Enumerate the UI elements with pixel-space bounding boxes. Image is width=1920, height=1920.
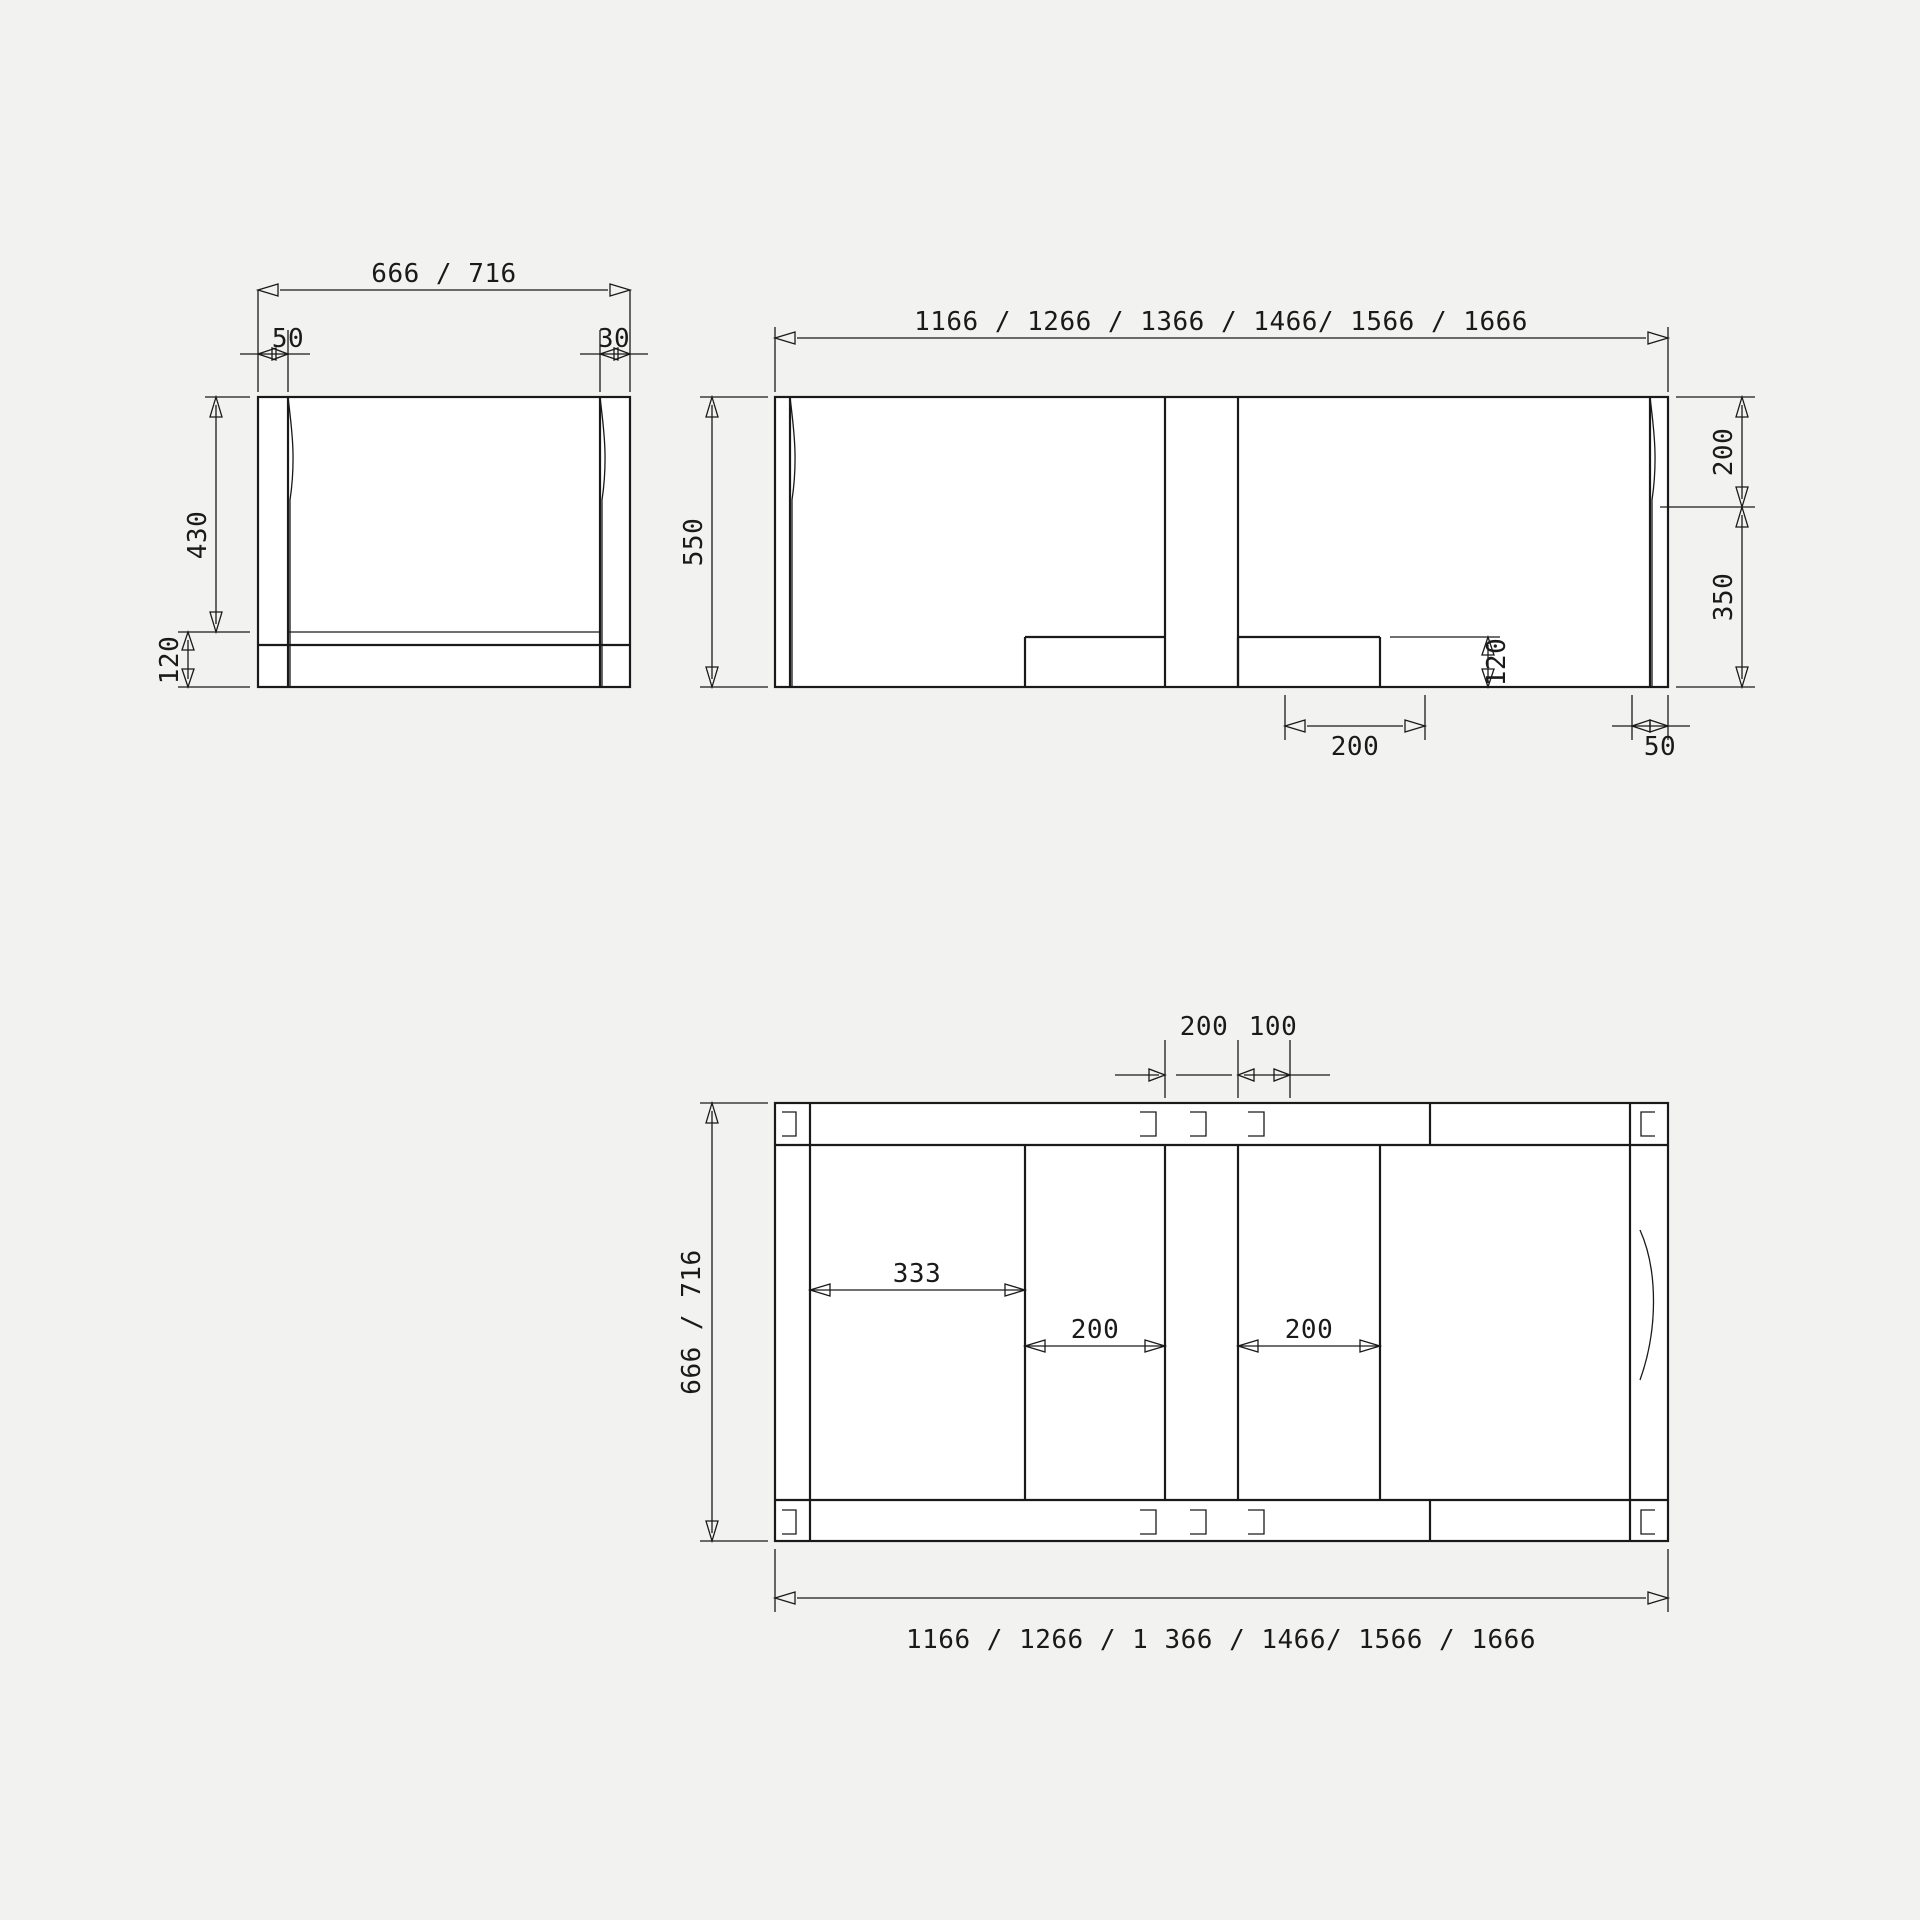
dim-side-left-thickness: 50 bbox=[271, 324, 305, 354]
dim-top-bay2: 200 bbox=[1070, 1315, 1120, 1345]
dim-top-gap-a: 200 bbox=[1179, 1012, 1229, 1042]
side-view bbox=[155, 259, 648, 687]
dim-front-height: 550 bbox=[679, 517, 709, 567]
top-gap-dims bbox=[1115, 1012, 1330, 1098]
top-length-dim bbox=[775, 1549, 1668, 1655]
side-upper-height-dim bbox=[183, 397, 222, 632]
dim-top-gap-b: 100 bbox=[1248, 1012, 1298, 1042]
front-bottom-section-dim bbox=[1709, 507, 1748, 687]
dim-side-lower-height: 120 bbox=[155, 635, 185, 685]
side-width-dim bbox=[258, 259, 630, 296]
dim-front-bottom-section: 350 bbox=[1709, 572, 1739, 622]
front-length-dim bbox=[775, 307, 1668, 344]
dim-front-notch-height: 120 bbox=[1482, 637, 1512, 687]
dim-front-top-section: 200 bbox=[1709, 427, 1739, 477]
dim-top-length: 1166 / 1266 / 1 366 / 1466/ 1566 / 1666 bbox=[906, 1625, 1536, 1655]
dim-top-bay3: 200 bbox=[1284, 1315, 1334, 1345]
dim-side-upper-height: 430 bbox=[183, 510, 213, 560]
front-top-section-dim bbox=[1709, 397, 1748, 507]
front-height-dim bbox=[679, 397, 718, 687]
side-lower-height-dim bbox=[155, 632, 194, 687]
dim-top-depth: 666 / 716 bbox=[677, 1249, 707, 1395]
dim-side-right-thickness: 30 bbox=[597, 324, 631, 354]
dim-front-length: 1166 / 1266 / 1366 / 1466/ 1566 / 1666 bbox=[914, 307, 1528, 337]
top-view bbox=[677, 1012, 1668, 1655]
side-left-thickness-dim bbox=[240, 324, 310, 360]
dim-front-right-thickness: 50 bbox=[1643, 732, 1677, 762]
front-right-thickness-dim bbox=[1612, 695, 1690, 762]
side-right-thickness-dim bbox=[580, 324, 648, 360]
dim-front-notch-width: 200 bbox=[1330, 732, 1380, 762]
dim-top-bay1: 333 bbox=[892, 1259, 942, 1289]
top-depth-dim bbox=[677, 1103, 768, 1541]
front-view bbox=[679, 307, 1755, 762]
dim-side-width: 666 / 716 bbox=[371, 259, 517, 289]
front-notch-width-dim bbox=[1285, 695, 1425, 762]
